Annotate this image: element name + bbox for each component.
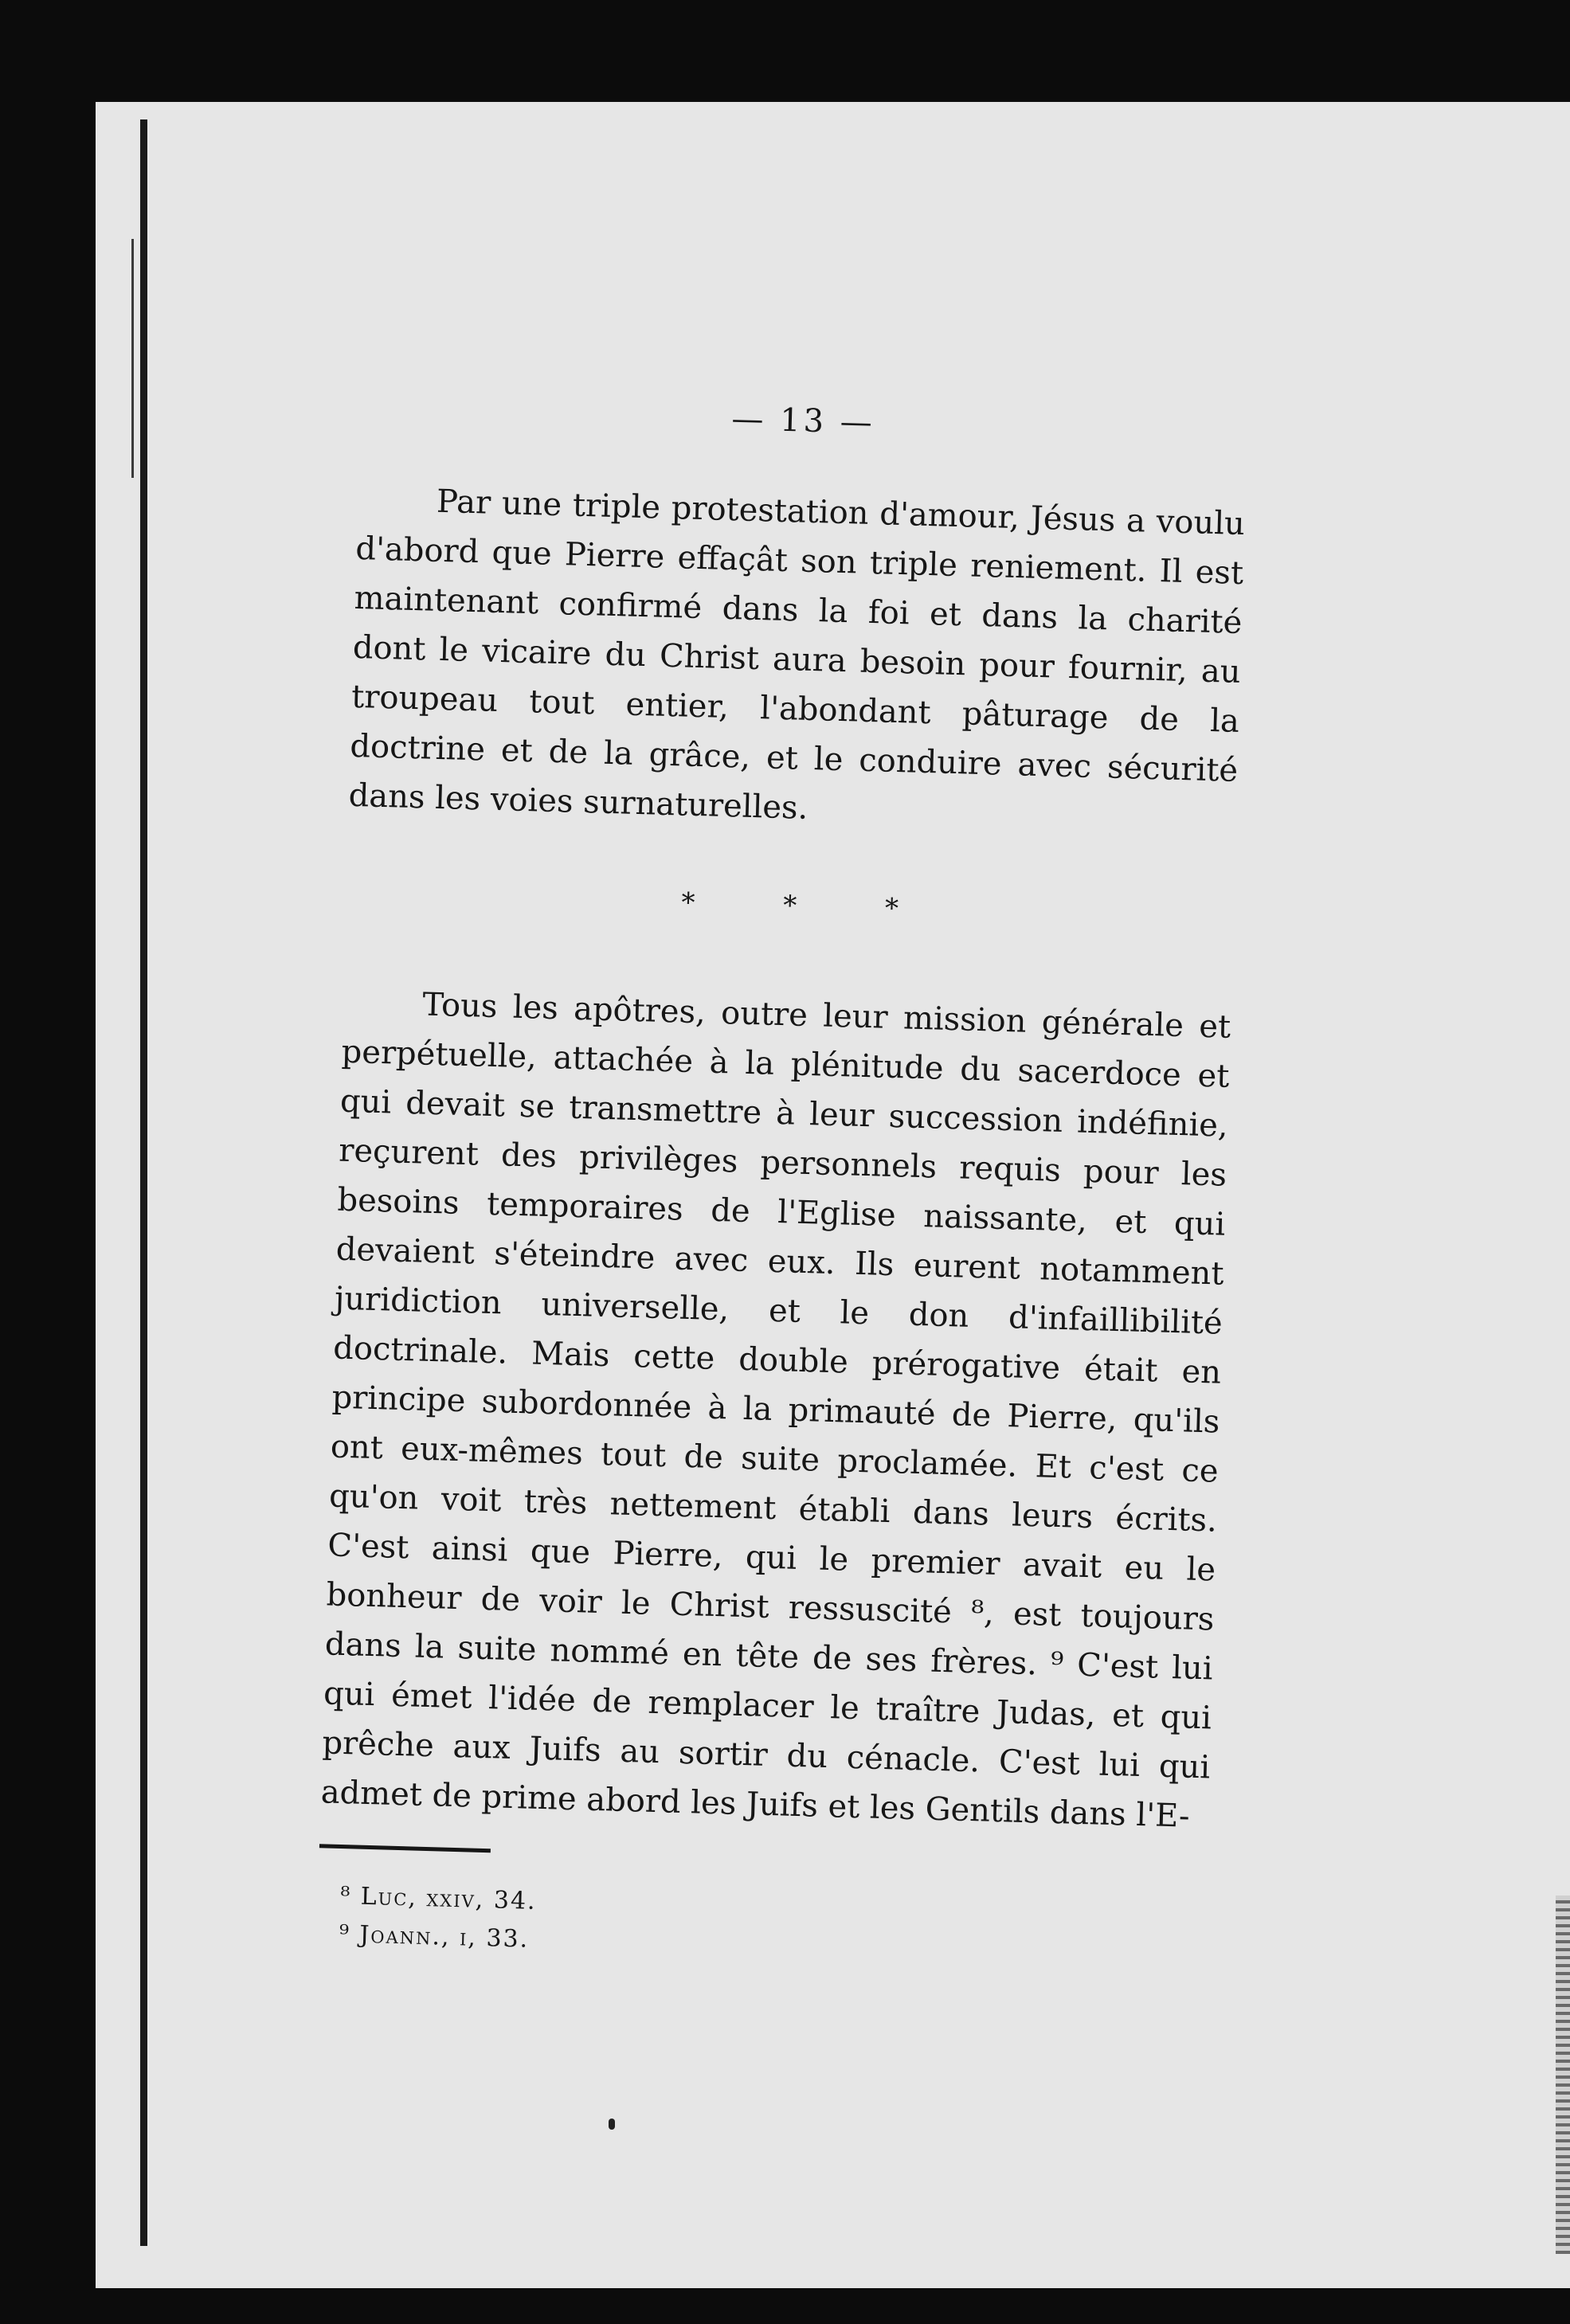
- page-edge-mark: [131, 239, 134, 478]
- footnote-rule: [319, 1844, 491, 1853]
- section-separator: * * *: [680, 886, 939, 926]
- scan-edge-artifact: [1556, 1896, 1570, 2254]
- page-edge-shadow: [140, 119, 147, 2246]
- page-text-block: [316, 390, 1247, 1978]
- footnote-9: ⁹ Joann., i, 33.: [339, 1920, 530, 1954]
- page-number: — 13 —: [730, 401, 876, 442]
- footnote-8: ⁸ Luc, xxiv, 34.: [339, 1882, 538, 1915]
- paragraph-1: Par une triple protestation d'amour, Jésus a voulu d'abord que Pierre effaçât son triple reniement. Il est maintenant confirmé dans la foi et dans la charité dont le vicaire du Christ aura besoin pour fournir, au troupeau tout entier, l'abondant pâturage de la doctrine et de la grâce, et le conduire avec sécurité dans les voies surnaturelles.: [348, 483, 1246, 827]
- ink-speck: [609, 2119, 615, 2130]
- paragraph-2: Tous les apôtres, outre leur mission générale et perpétuelle, attachée à la plénitude du sacerdoce et qui devait se transmettre à leur succession indéfinie, reçurent des privilèges personnels requis pour les besoins temporaires de l'Eglise naissante, et qui devaient s'éteindre avec eux. Ils eurent notamment juridiction universelle, et le don d'infaillibilité doctrinale. Mais cette double prérogative était en principe subordonnée à la primauté de Pierre, qu'ils ont eux-mêmes tout de suite proclamée. Et c'est ce qu'on voit très nettement établi dans leurs écrits. C'est ainsi que Pierre, qui le premier avait eu le bonheur de voir le Christ ressuscité ⁸, est toujours dans la suite nommé en tête de ses frères. ⁹ C'est lui qui émet l'idée de remplacer le traître Judas, et qui prêche aux Juifs au sortir du cénacle. C'est lui qui admet de prime abord les Juifs et les Gentils dans l'E-: [320, 986, 1231, 1835]
